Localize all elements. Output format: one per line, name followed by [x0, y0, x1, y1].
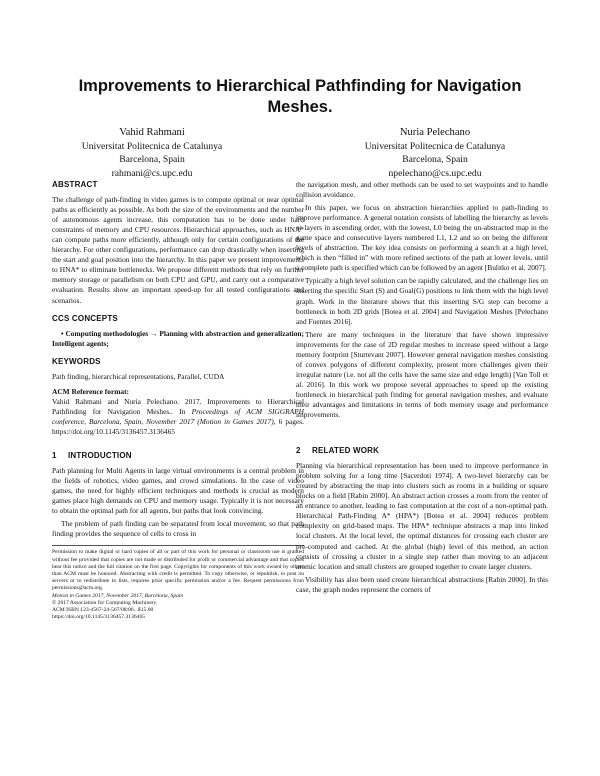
intro-heading: 1 INTRODUCTION	[52, 451, 132, 461]
intro-paragraph-4: In this paper, we focus on abstraction hierarchies applied to path-finding to improve performance. A general notation consists of labelling the hierarchy as levels or layers in ascending order, with the lowest, L0 being the un-abstracted map in the game space and consecutive layers numbered L1, L2 and so on being the different levels of abstraction. The key idea consists on performing a search at a high level, which is then “filled in” with more refined sections of the path at lower levels, until a complete path is specified which can be followed by an agent [Bulitko et al. 2007].	[296, 203, 548, 273]
intro-paragraph-6: There are many techniques in the literature that have shown impressive improvements for the case of 2D regular meshes to increase speed without a large memory footprint [Sturtevant 2007]. However general navigation meshes consisting of convex polygons of different complexity, present more challenges given their irregular nature (i.e. not all the cells have the same size and edge length) [Van Toll et al. 2016]. In this work we propose several approaches to speed up the existing bottleneck in hierarchical path finding for general navigation meshes, and evaluate their advantages and limitations in terms of both memory usage and performance improvements.	[296, 329, 548, 420]
abstract-heading: ABSTRACT	[52, 180, 98, 189]
related-paragraph-1: Planning via hierarchical representation has been used to improve performance in problem solving for a long time [Sacerdoti 1974]. A two-level hierarchy can be created by abstracting the map into clusters such as rooms in a building or square blocks on a field [Rabin 2000]. An abstract action crosses a room from the center of an entrance to another, leading to fast computation at the cost of a non-optimal path. Hierarchical Path-Finding A* (HPA*) [Botea et al. 2004] reduces problem complexity on grid-based maps. The HPA* technique abstracts a map into linked local clusters. At the local level, the optimal distances for crossing each cluster are pre-computed and cached. At the global (high) level of this method, an action consists of crossing a cluster in a single step rather than moving to an adjacent atomic location and small clusters are grouped together to create larger clusters.	[296, 461, 548, 571]
ccs-text: • Computing methodologies → Planning with abstraction and generalization; Intelligent agents;	[52, 328, 304, 348]
author-name: Vahid Rahmani	[119, 127, 185, 138]
author-name: Nuria Pelechano	[399, 127, 471, 138]
reference-format-label: ACM Reference format:	[52, 386, 130, 396]
doi-line: https://doi.org/10.1145/3136457.3136465	[52, 614, 146, 621]
related-work-heading: 2 RELATED WORK	[296, 446, 380, 456]
author-email: rahmani@cs.upc.edu	[111, 167, 193, 179]
abstract-text: The challenge of path-finding in video games is to compute optimal or near optimal paths as efficiently as possible. As both the size of the environments and the number of autonomous agents increase, this computation has to be done under hard constraints of memory and CPU resources. Hierarchical approaches, such as HNA* can compute paths more efficiently, although only for certain configurations of the hierarchy. For other configurations, performance can drop drastically when inserting the start and goal position into the hierarchy. In this paper we present improvements to HNA* to eliminate bottlenecks. We propose different methods that rely on further memory storage or parallelism on both CPU and GPU, and carry out a comparative evaluation. Results show an important speed-up for all tested configurations and scenarios.	[52, 195, 304, 305]
isbn-line: ACM ISBN 123-4567-24-567/08/06...$15.00	[52, 607, 154, 614]
ccs-heading: CCS CONCEPTS	[52, 313, 118, 323]
intro-paragraph-3: the navigation mesh, and other methods can be used to set waypoints and to handle collision avoidance.	[296, 180, 548, 200]
author-block-1	[37, 126, 267, 180]
author-location: Barcelona, Spain	[119, 154, 185, 166]
paper-title: Improvements to Hierarchical Pathfinding for Navigation Meshes.	[78, 77, 522, 116]
author-email: npelechano@cs.upc.edu	[388, 167, 482, 179]
keywords-text: Path finding, hierarchical representations, Parallel, CUDA	[52, 371, 225, 381]
intro-paragraph-2: The problem of path finding can be separated from local movement, so that path finding provides the sequence of cells to cross in	[52, 519, 304, 539]
reference-pages-doi: 6 pages. https://doi.org/10.1145/3136457.3136465	[52, 416, 304, 436]
intro-paragraph-1: Path planning for Multi Agents in large virtual environments is a central problem in the fields of robotics, video games, and crowd simulations. In the case of video games, the need for highly efficient techniques and methods is crucial as modern games place high demands on CPU and memory usage. Typically it is not necessary to obtain the optimal path for all agents, but paths that look convincing.	[52, 466, 304, 516]
author-location: Barcelona, Spain	[402, 154, 468, 166]
permission-text: Permission to make digital or hard copies of all or part of this work for personal or classroom use is granted without fee provided that copies are not made or distributed for profit or commercial advantage and that copies bear this notice and the full citation on the first page. Copyrights for components of this work owned by others than ACM must be honored. Abstracting with credit is permitted. To copy otherwise, or republish, to post on servers or to redistribute to lists, requires prior specific permission and/or a fee. Request permissions from permissions@acm.org.	[52, 549, 304, 592]
left-column	[52, 180, 304, 621]
author-block-2	[320, 126, 550, 180]
copyright-line: © 2017 Association for Computing Machinery.	[52, 599, 158, 606]
reference-authors: Vahid Rahmani and Nuria Pelechano. 2017. Improvements to Hierarchical Pathfinding for Navigation Meshes.. In	[52, 396, 304, 416]
author-affiliation: Universitat Politecnica de Catalunya	[81, 140, 223, 152]
reference-venue: Proceedings of ACM SIGGRAPH conference, Barcelona, Spain, November 2017 (Motion in Games 2017),	[52, 406, 304, 426]
related-paragraph-2: Visibility has also been used create hierarchical abstractions [Rabin 2000]. In this case, the graph nodes represent the corners of	[296, 574, 548, 594]
copyright-footnote	[52, 545, 304, 621]
conference-line: Motion in Games 2017, November 2017, Barcelona, Spain	[52, 592, 184, 599]
author-affiliation: Universitat Politecnica de Catalunya	[364, 140, 506, 152]
reference-format	[52, 387, 304, 437]
right-column	[296, 180, 548, 598]
intro-paragraph-5: Typically a high level solution can be rapidly calculated, and the challenge lies on inserting the specific Start (S) and Goal(G) positions to link them with the high level graph. Work in the literature shows that this inserting S/G step can become a bottleneck in both 2D grids [Botea et al. 2004] and Navigation Meshes [Pelechano and Fuentes 2016].	[296, 276, 548, 326]
keywords-heading: KEYWORDS	[52, 356, 101, 366]
